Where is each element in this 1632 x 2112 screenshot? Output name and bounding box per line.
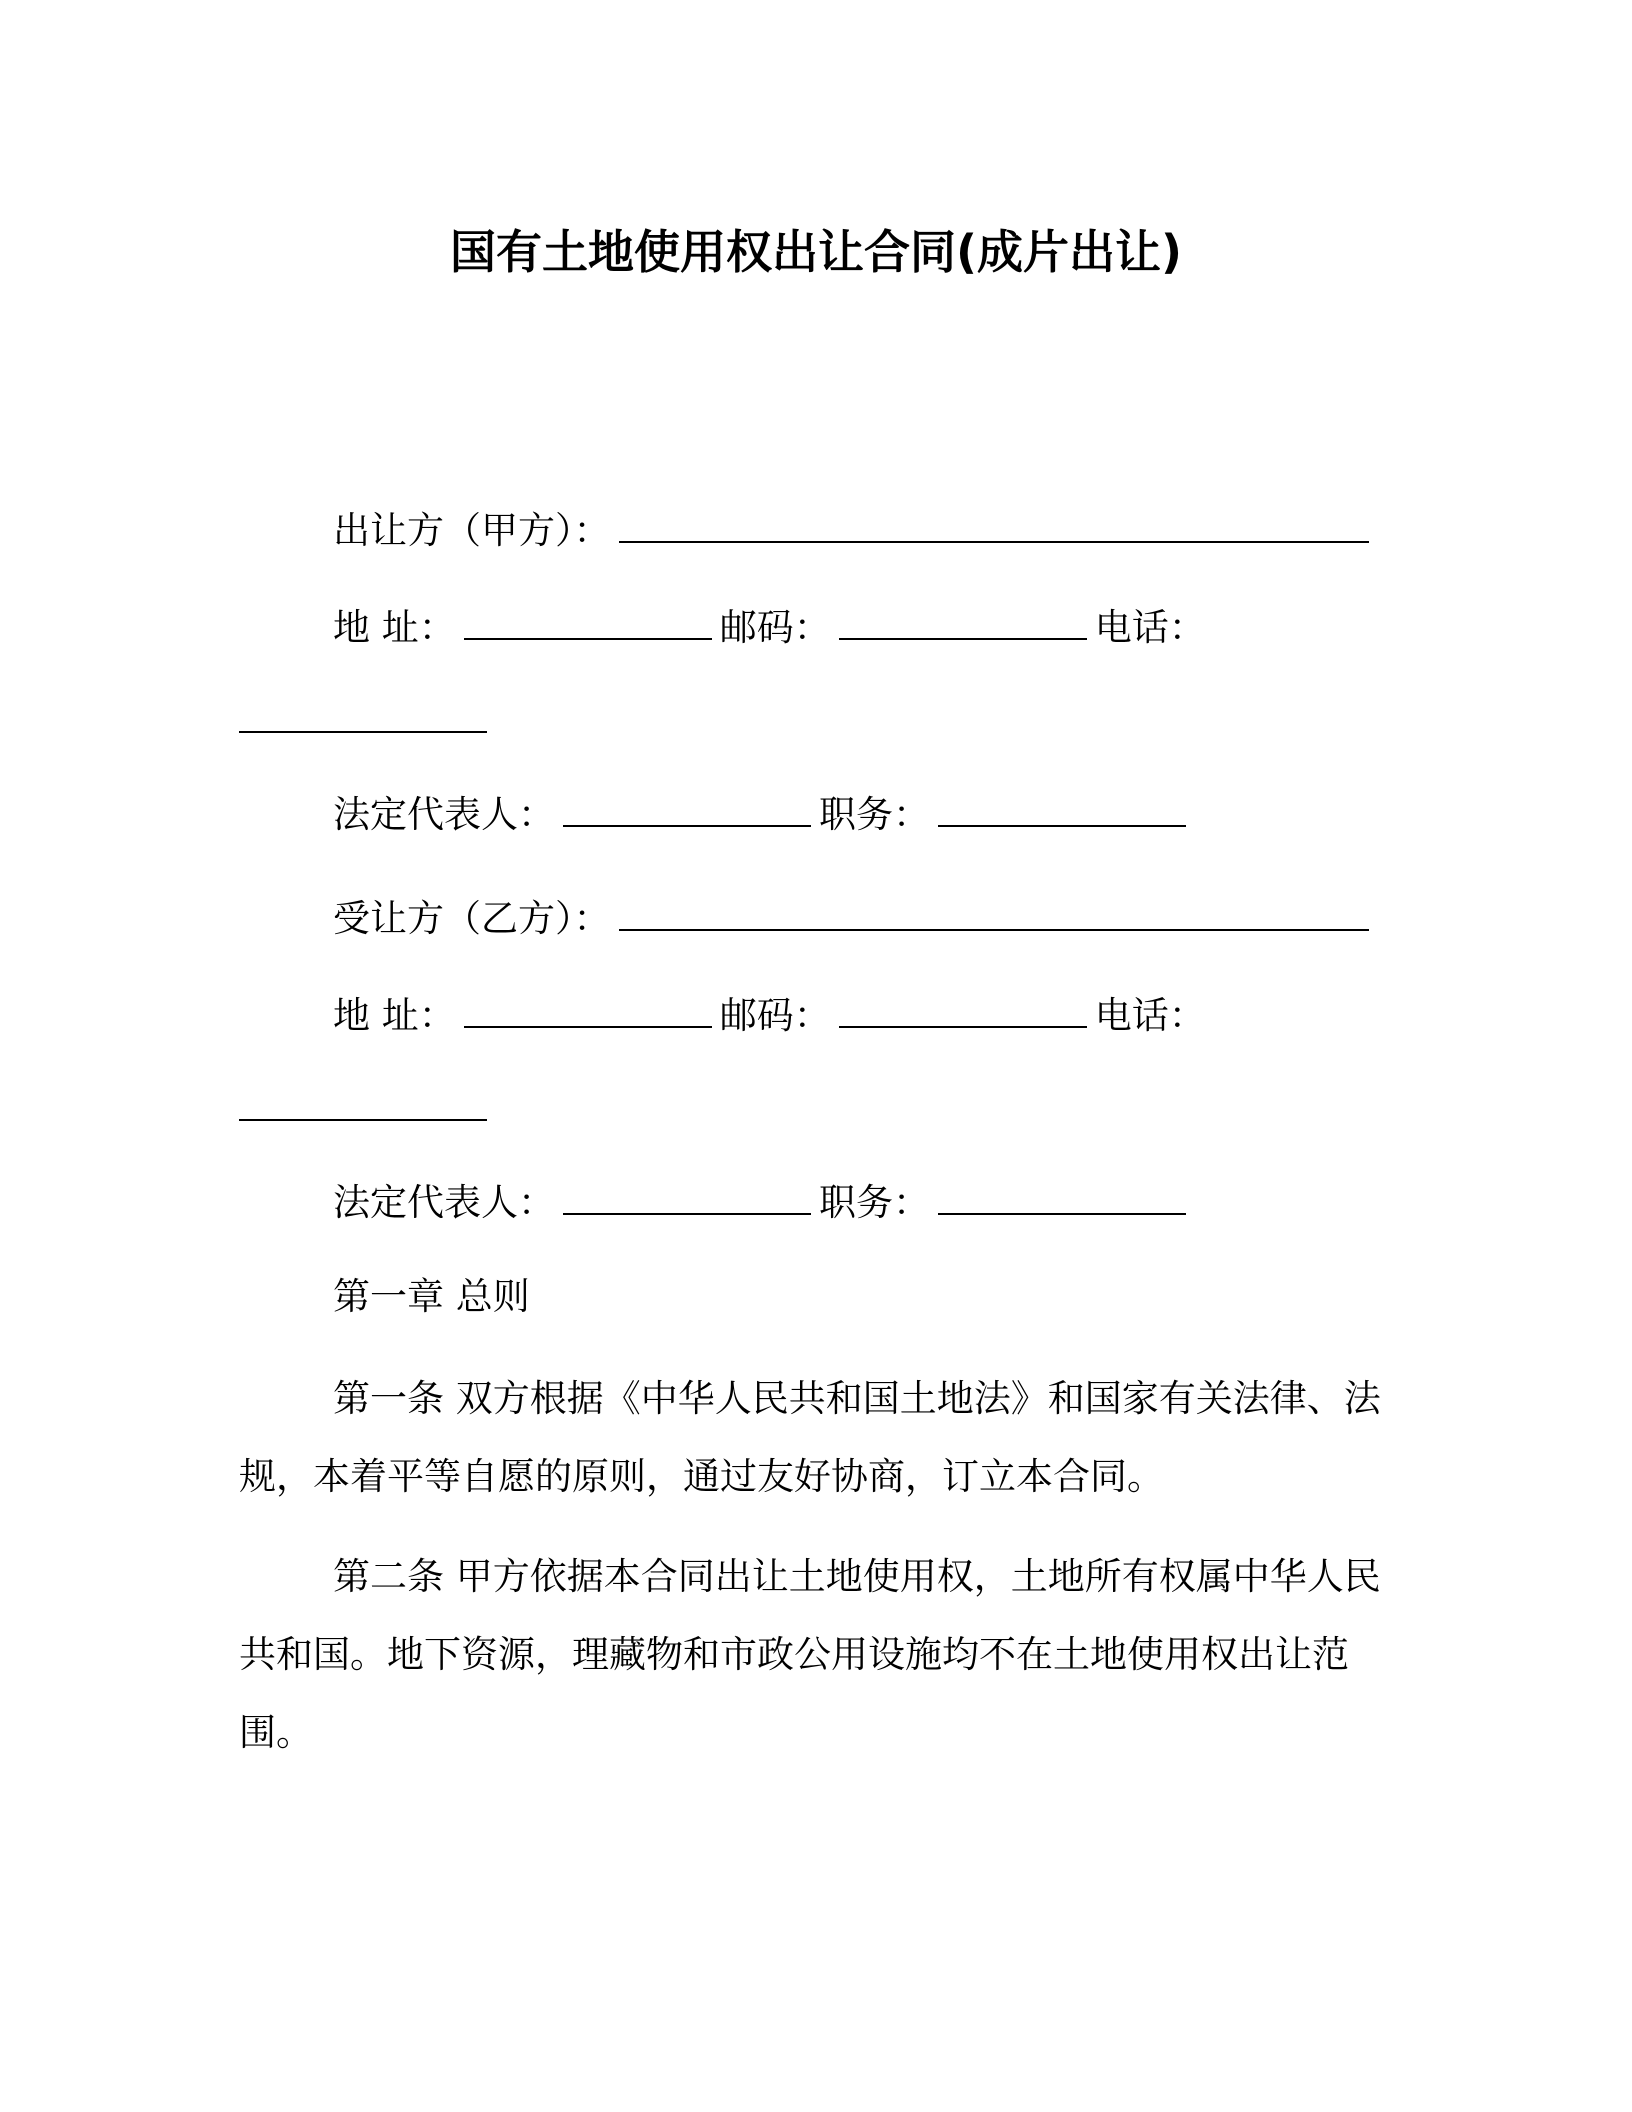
party-a-rep-label: 法定代表人： bbox=[333, 793, 555, 836]
party-a-address-label: 地 址： bbox=[333, 606, 456, 649]
party-b-postcode-label: 邮码： bbox=[719, 994, 831, 1037]
party-b-phone-blank[interactable] bbox=[239, 1081, 487, 1121]
party-b-rep-row bbox=[333, 1175, 1194, 1228]
party-b-phone-label: 电话： bbox=[1094, 994, 1206, 1037]
party-a-postcode-label: 邮码： bbox=[719, 606, 831, 649]
party-b-address-blank[interactable] bbox=[464, 988, 712, 1028]
party-b-address-label: 地 址： bbox=[333, 994, 456, 1037]
party-a-rep-row bbox=[333, 787, 1194, 840]
article2-line2: 共和国。地下资源，理藏物和市政公用设施均不在土地使用权出让范 bbox=[239, 1633, 1349, 1676]
party-a-phone-blank[interactable] bbox=[239, 693, 487, 733]
party-a-name-blank[interactable] bbox=[619, 503, 1369, 543]
party-b-position-blank[interactable] bbox=[938, 1175, 1186, 1215]
document-title: 国有土地使用权出让合同(成片出让) bbox=[449, 225, 1183, 279]
party-b-row bbox=[333, 891, 1377, 944]
party-a-address-blank[interactable] bbox=[464, 600, 712, 640]
party-b-label: 受让方（乙方）： bbox=[333, 897, 611, 940]
party-a-phone-row bbox=[239, 693, 495, 746]
party-b-rep-blank[interactable] bbox=[563, 1175, 811, 1215]
article1-line2: 规，本着平等自愿的原则，通过友好协商，订立本合同。 bbox=[239, 1455, 1164, 1498]
party-a-position-blank[interactable] bbox=[938, 787, 1186, 827]
party-a-position-label: 职务： bbox=[819, 793, 930, 836]
party-b-rep-label: 法定代表人： bbox=[333, 1181, 555, 1224]
party-a-row bbox=[333, 503, 1377, 556]
article2-line3: 围。 bbox=[239, 1711, 313, 1754]
party-a-rep-blank[interactable] bbox=[563, 787, 811, 827]
article1-line1: 第一条 双方根据《中华人民共和国土地法》和国家有关法律、法 bbox=[333, 1377, 1381, 1420]
party-b-phone-row bbox=[239, 1081, 495, 1134]
party-a-phone-label: 电话： bbox=[1094, 606, 1206, 649]
party-b-name-blank[interactable] bbox=[619, 891, 1369, 931]
party-b-postcode-blank[interactable] bbox=[839, 988, 1087, 1028]
party-b-position-label: 职务： bbox=[819, 1181, 930, 1224]
party-a-postcode-blank[interactable] bbox=[839, 600, 1087, 640]
party-a-address-row bbox=[333, 600, 1206, 653]
chapter-heading: 第一章 总则 bbox=[333, 1275, 530, 1318]
party-a-label: 出让方（甲方）： bbox=[333, 509, 611, 552]
party-b-address-row bbox=[333, 988, 1206, 1041]
article2-line1: 第二条 甲方依据本合同出让土地使用权，土地所有权属中华人民 bbox=[333, 1555, 1381, 1598]
